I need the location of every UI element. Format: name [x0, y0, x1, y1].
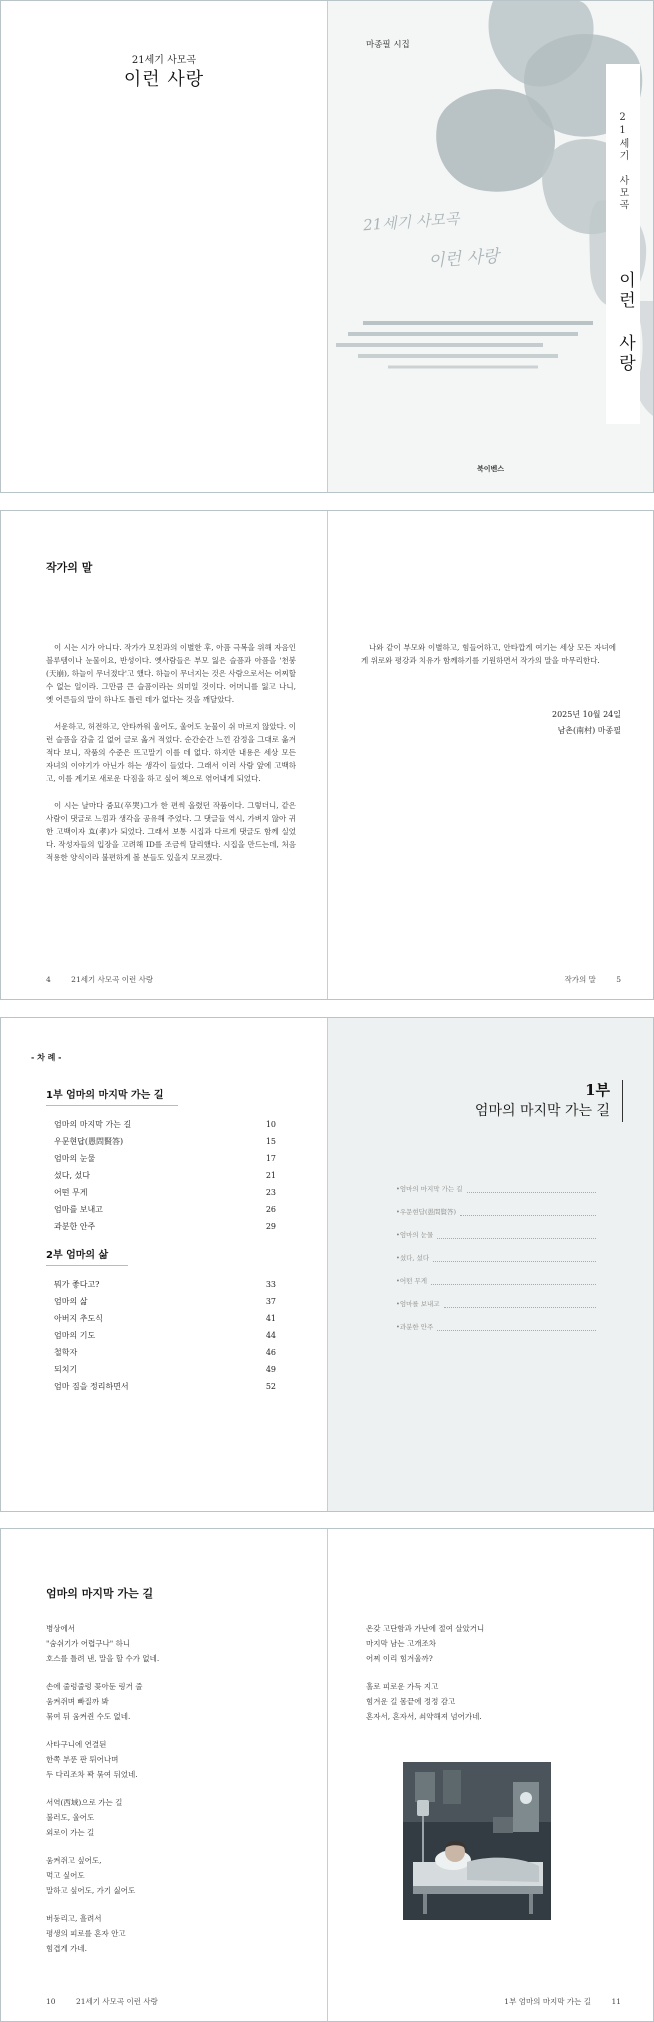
toc-entry[interactable]: [54, 1133, 276, 1150]
toc-part2-heading: 2부 엄마의 삶: [46, 1246, 128, 1266]
poem-line: 묶여 뒤 움켜쥔 수도 없네.: [46, 1712, 131, 1721]
preface-paragraph: 이 시는 시가 아니다. 작가가 모친과의 이별한 후, 아픔 극복을 위해 자음인 블루템이나 눈물이요, 반성이다. 옛사람들은 부모 잃은 슬픔과 아픔을 '천붕(天崩), 하늘이 무너졌다'고 했다. 하늘이 무너지는 것은 사람으로서는 어찌할 수 없는 일이라. 그만큼 큰 슬픔이라는 의미일 것이다. 어머니를 잃고 나니, 옛 어른들의 말이 하나도 틀린 데가 없다는 것을 깨달았다.: [46, 643, 296, 704]
preface-paragraph: 이 시는 날마다 줌묘(卒哭)그가 한 편씩 올렸던 작품이다. 그렇더니, 같은 사람이 댓글로 느낌과 생각을 공유해 주었다. 그 댓글들 역시, 가벼지 않아 귀한 고백이자 효(孝)가 되었다. 그래서 보통 시집과 다르게 댓글도 함께 실었다. 작성자들의 입장을 고려해 ID를 조금씩 달리했다. 시집을 만드는데, 처음 적용한 양식이라 불편하게 볼 분들도 있을지 모르겠다.: [46, 801, 296, 862]
toc-entry-page: 10: [265, 1120, 276, 1129]
part-list-item-title: 엄마의 눈물: [399, 1231, 434, 1239]
toc-label: - 차 례 -: [31, 1053, 62, 1062]
poem-stanza: [46, 1621, 286, 1666]
toc-entry-title: 과분한 안주: [54, 1222, 96, 1231]
series-label: 21세기 사모곡: [131, 55, 197, 66]
part1-poem-list: [396, 1178, 596, 1339]
spread-contents: [0, 1017, 654, 1512]
toc-entry-page: 37: [265, 1297, 276, 1306]
toc-entry-title: 되치기: [54, 1365, 78, 1374]
toc-entry-title: 우문현답(愚問賢答): [54, 1137, 124, 1146]
toc-part2-list: [46, 1276, 276, 1395]
poem-stanza: [46, 1795, 286, 1840]
poem-line: 서역(西域)으로 가는 길: [46, 1798, 123, 1807]
running-title: 1부 엄마의 마지막 가는 길: [504, 1997, 592, 2006]
poem-line: 호스를 틀려 낸, 말을 할 수가 없네.: [46, 1654, 160, 1663]
bullet-icon: •: [396, 1185, 400, 1193]
poem-stanza: [46, 1911, 286, 1956]
poem-line: 힘겨운 길 몸끝에 정정 감고: [366, 1697, 456, 1706]
dot-leader: [437, 1224, 596, 1239]
part-list-item: [396, 1270, 596, 1293]
toc-entry-title: 엄마의 삶: [54, 1297, 88, 1306]
closing-paragraph: 나와 같이 부모와 이별하고, 힘들어하고, 안타깝게 여기는 세상 모든 자녀에게 위로와 평강과 치유가 함께하기를 기원하면서 작가의 말을 마무리한다.: [361, 643, 616, 665]
toc-part1-heading: 1부 엄마의 마지막 가는 길: [46, 1086, 178, 1106]
poem-body-right: [366, 1621, 616, 1737]
page-footer: [504, 1996, 621, 2007]
poem-line: 어찌 이리 힘겨울까?: [366, 1654, 433, 1663]
poem-line: 힘겹게 가네.: [46, 1944, 87, 1953]
toc-entry[interactable]: [54, 1184, 276, 1201]
toc-entry-page: 46: [265, 1348, 276, 1357]
part-number: 1부: [585, 1081, 610, 1099]
poem-line: 사타구니에 연결된: [46, 1740, 107, 1749]
toc-entry[interactable]: [54, 1218, 276, 1235]
toc-entry[interactable]: [54, 1327, 276, 1344]
poem-line: 외로이 가는 길: [46, 1828, 95, 1837]
toc-entry-title: 엄마의 기도: [54, 1331, 96, 1340]
toc-entry-page: 15: [265, 1137, 276, 1146]
poem-line: 먹고 싶어도: [46, 1871, 85, 1880]
bullet-icon: •: [396, 1300, 400, 1308]
part-list-item-title: 우문현답(愚問賢答): [399, 1208, 457, 1216]
poem-body-left: [46, 1621, 286, 1969]
poem-title: 엄마의 마지막 가는 길: [46, 1587, 154, 1600]
toc-entry-title: 엄마의 마지막 가는 길: [54, 1120, 132, 1129]
page-footer: [564, 974, 621, 985]
toc-entry-page: 44: [265, 1331, 276, 1340]
toc-entry[interactable]: [54, 1276, 276, 1293]
preface-date: 2025년 10월 24일: [552, 710, 621, 719]
toc-part1: [46, 1086, 276, 1235]
toc-entry-page: 23: [265, 1188, 276, 1197]
toc-entry[interactable]: [54, 1201, 276, 1218]
spread-title-cover: [0, 0, 654, 493]
poem-line: 손에 줄렁줄렁 꽂아둔 링거 줄: [46, 1682, 143, 1691]
part-list-item-title: 엄마의 마지막 가는 길: [399, 1185, 463, 1193]
part1-opener-page: [328, 1018, 653, 1511]
bullet-icon: •: [396, 1254, 400, 1262]
vertical-title-band: [606, 64, 640, 424]
page-footer: [46, 1996, 158, 2007]
bullet-icon: •: [396, 1231, 400, 1239]
dot-leader: [460, 1201, 596, 1216]
part-list-item: [396, 1224, 596, 1247]
preface-signature: 남촌(南村) 마종필: [557, 726, 621, 735]
toc-entry-title: 엄마를 보내고: [54, 1205, 103, 1214]
toc-entry-page: 41: [265, 1314, 276, 1323]
poem-left-page: [1, 1529, 327, 2021]
toc-entry[interactable]: [54, 1293, 276, 1310]
part-list-item-title: 과분한 안주: [399, 1323, 434, 1331]
part-list-item-title: 엄마를 보내고: [399, 1300, 440, 1308]
script-series: 21세기 사모곡: [362, 209, 460, 235]
part-title: 엄마의 마지막 가는 길: [474, 1103, 610, 1119]
vertical-series: 21세기 사모곡: [617, 112, 628, 211]
part-list-item-title: 섰다, 섰다: [399, 1254, 430, 1262]
dot-leader: [437, 1316, 596, 1331]
poem-stanza: [46, 1737, 286, 1782]
vertical-title: 이런 사랑: [615, 271, 635, 374]
hospital-bed-icon: [403, 1762, 551, 1920]
script-title: 이런 사랑: [427, 246, 500, 272]
toc-entry[interactable]: [54, 1378, 276, 1395]
poem-line: 평생의 피로를 혼자 안고: [46, 1929, 126, 1938]
toc-entry[interactable]: [54, 1150, 276, 1167]
toc-entry-page: 21: [265, 1171, 276, 1180]
spread-poem: [0, 1528, 654, 2022]
dot-leader: [433, 1247, 596, 1262]
spread-preface: [0, 510, 654, 1000]
page-number: 10: [46, 1997, 56, 2006]
page-number: 4: [46, 975, 51, 984]
toc-entry-title: 섰다, 섰다: [54, 1171, 90, 1180]
title-page: [1, 1, 327, 492]
toc-entry[interactable]: [54, 1361, 276, 1378]
preface-heading: 작가의 말: [46, 561, 93, 574]
toc-entry[interactable]: [54, 1310, 276, 1327]
part-list-item: [396, 1293, 596, 1316]
publisher-logo: 북이벤스: [476, 465, 505, 473]
poem-line: 버둥리고, 흘려서: [46, 1914, 102, 1923]
poem-stanza: [366, 1621, 616, 1666]
preface-paragraph: 서운하고, 허전하고, 안타까워 울어도, 울어도 눈물이 쉬 마르지 않았다. 이런 슬픔을 감출 길 없어 글로 옮겨 적었다. 순간순간 느낀 감정을 그대로 옮겨 적다 보니, 작품의 수준은 뜨고말기 이를 데 없다. 하지만 내용은 세상 모든 자녀의 이야기가 아닌가 하는 생각이 들었다. 그래서 이러 사람 앞에 고백하고, 이를 계기로 새로운 다짐을 하고 싶어 책으로 엮어내게 되었다.: [46, 722, 296, 783]
toc-entry-title: 아버지 추도식: [54, 1314, 103, 1323]
preface-body: [46, 641, 296, 864]
poem-line: 두 다리조차 꽉 묶여 뒤었네.: [46, 1770, 138, 1779]
bullet-icon: •: [396, 1277, 400, 1285]
page-number: 11: [611, 1997, 621, 2006]
running-title: 21세기 사모곡 이런 사랑: [75, 1997, 158, 2006]
part-heading-block: [475, 1080, 623, 1122]
toc-entry-title: 엄마의 눈물: [54, 1154, 96, 1163]
toc-entry-page: 49: [265, 1365, 276, 1374]
poem-line: 마지막 남는 고개조차: [366, 1639, 436, 1648]
poem-line: 움켜쥐고 싶어도,: [46, 1856, 102, 1865]
toc-entry[interactable]: [54, 1116, 276, 1133]
cover-page: [328, 1, 653, 492]
toc-entry-title: 철학자: [54, 1348, 78, 1357]
poem-line: "숨쉬기가 어렵구나" 하니: [46, 1639, 131, 1648]
poem-line: 불러도, 울어도: [46, 1813, 95, 1822]
toc-entry-page: 26: [265, 1205, 276, 1214]
running-title: 21세기 사모곡 이런 사랑: [71, 975, 154, 984]
preface-left-page: [1, 511, 327, 999]
toc-entry-title: 어떤 무게: [54, 1188, 88, 1197]
part-list-item: [396, 1201, 596, 1224]
bullet-icon: •: [396, 1208, 400, 1216]
page-number: 5: [616, 975, 621, 984]
hospital-bed-illustration: [403, 1762, 551, 1920]
toc-part1-list: [46, 1116, 276, 1235]
toc-entry-page: 52: [265, 1382, 276, 1391]
preface-right-page: [328, 511, 653, 999]
poem-stanza: [46, 1679, 286, 1724]
poem-line: 말하고 싶어도, 가기 싫어도: [46, 1886, 136, 1895]
dot-leader: [467, 1178, 596, 1193]
part-list-item: [396, 1247, 596, 1270]
part-list-item: [396, 1316, 596, 1339]
poem-line: 한쪽 부푼 판 튀어나며: [46, 1755, 119, 1764]
book-title: 이런 사랑: [123, 69, 205, 90]
poem-right-page: [328, 1529, 653, 2021]
toc-entry-page: 33: [265, 1280, 276, 1289]
dot-leader: [444, 1293, 596, 1308]
toc-entry[interactable]: [54, 1344, 276, 1361]
part-list-item-title: 어떤 무게: [399, 1277, 428, 1285]
page-footer: [46, 974, 153, 985]
toc-part2: [46, 1246, 276, 1395]
poem-line: 병상에서: [46, 1624, 75, 1633]
toc-entry-title: 뭐가 좋다고?: [54, 1280, 100, 1289]
poem-line: 움켜쥐며 빠질까 봐: [46, 1697, 109, 1706]
author-label: 마종필 시집: [366, 40, 410, 50]
toc-entry-page: 29: [265, 1222, 276, 1231]
poem-stanza: [46, 1853, 286, 1898]
dot-leader: [431, 1270, 596, 1285]
poem-line: 혼자서, 혼자서, 쇠약해져 넘어가네.: [366, 1712, 482, 1721]
toc-entry-page: 17: [265, 1154, 276, 1163]
poem-stanza: [366, 1679, 616, 1724]
poem-line: 온갖 고단함과 가난에 절여 살았거니: [366, 1624, 485, 1633]
toc-entry[interactable]: [54, 1167, 276, 1184]
running-title: 작가의 말: [564, 975, 596, 984]
bullet-icon: •: [396, 1323, 400, 1331]
part-list-item: [396, 1178, 596, 1201]
poem-line: 홀로 피로운 가득 지고: [366, 1682, 439, 1691]
toc-entry-title: 엄마 짐을 정리하면서: [54, 1382, 129, 1391]
toc-page: [1, 1018, 327, 1511]
